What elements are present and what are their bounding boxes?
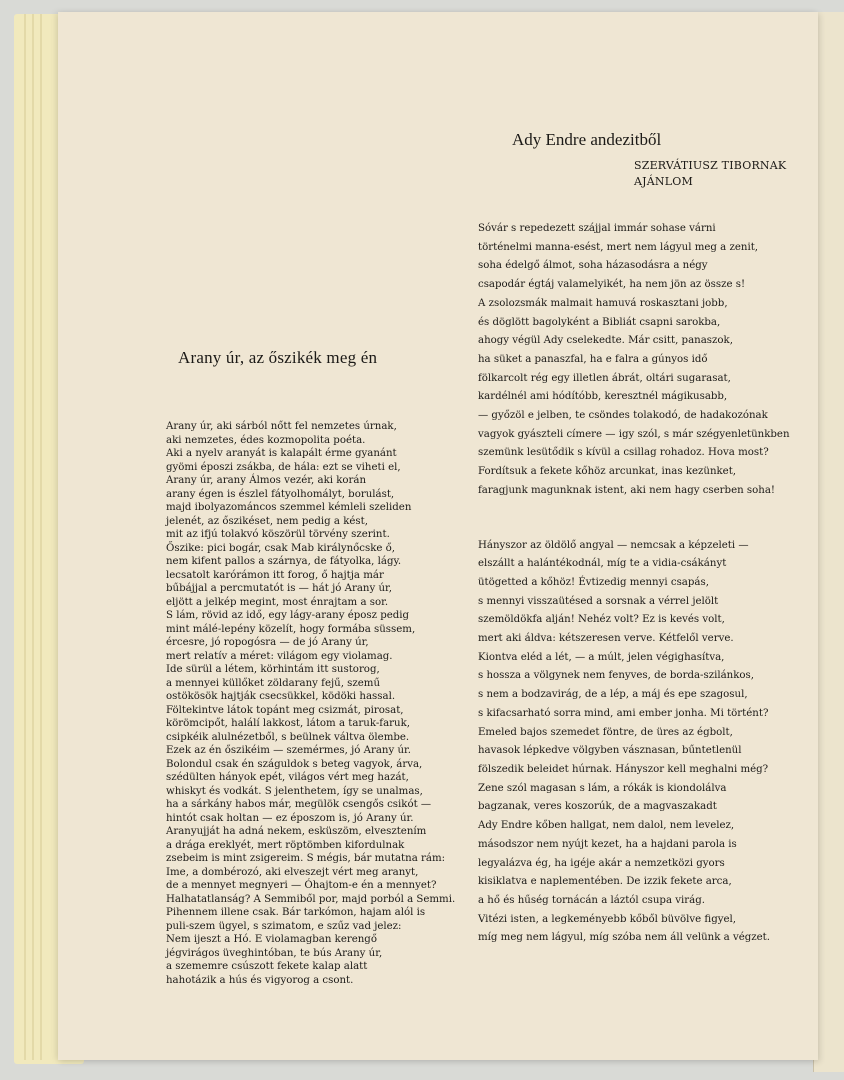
poem-line: s hossza a völgynek nem fenyves, de borda-szilánkos, [478, 670, 754, 682]
left-poem-title: Arany úr, az őszikék meg én [178, 348, 378, 367]
right-poem-body [478, 220, 798, 948]
poem-line: S lám, rövid az idő, egy lágy-arany éposz pedig [166, 610, 410, 621]
page-edge [32, 14, 34, 1060]
poem-line: csipkéik alulnézetből, s beülnek váltva ölembe. [166, 731, 410, 743]
poem-line: Őszike: pici bogár, csak Mab királynőcske ő, [166, 542, 396, 554]
poem-line: faragjunk magunknak istent, aki nem hagy cserben soha! [478, 484, 775, 496]
poem-line: ércesre, jó ropogósra — de jó Arany úr, [166, 637, 369, 648]
poem-line: jégvirágos üveghintóban, te bús Arany úr, [166, 947, 383, 959]
poem-line: arany égen is észlel fátyolhomályt, borulást, [166, 488, 395, 500]
poem-line: Pihennem illene csak. Bár tarkómon, hajam alól is [166, 907, 426, 918]
poem-line: mert relatív a méret: világom egy violamag. [166, 650, 393, 662]
poem-line: aki nemzetes, édes kozmopolita poéta. [166, 434, 366, 446]
page-edge [24, 14, 26, 1060]
poem-line: soha édelgő álmot, soha házasodásra a négy [478, 260, 708, 272]
poem-line: bagzanak, veres koszorúk, de a magvaszakadt [478, 801, 717, 813]
poem-line: a szememre csúszott fekete kalap alatt [166, 961, 368, 972]
dedication-line: SZERVÁTIUSZ TIBORNAK [634, 159, 787, 172]
poem-line: szemöldökfa alján! Nehéz volt? Ez is kevés volt, [478, 614, 725, 626]
poem-line: hintót csak holtan — ez époszom is, jó Arany úr. [166, 812, 414, 824]
poem-line: A zsolozsmák malmait hamuvá roskasztani jobb, [478, 297, 728, 309]
poem-line: Föltekintve látok topánt meg csizmát, pirosat, [166, 704, 404, 716]
poem-line: mert aki áldva: kétszeresen verve. Kétfelől verve. [478, 633, 734, 645]
poem-line: — győzöl e jelben, te csöndes tolakodó, de hadakozónak [478, 410, 768, 422]
dedication-line: AJÁNLOM [634, 175, 693, 188]
poem-line: Arany úr, arany Álmos vezér, aki korán [166, 475, 367, 486]
poem-line: szédülten hányok epét, világos vért meg hazát, [166, 772, 409, 783]
poem-line: Arany úr, aki sárból nőtt fel nemzetes úrnak, [166, 421, 397, 432]
left-poem [166, 348, 510, 987]
poem-line: Halhatatlanság? A Semmiből por, majd porból a Semmi. [166, 893, 456, 905]
poem-line: Vitézi isten, a legkeményebb kőből büvölve figyel, [478, 913, 737, 925]
poem-line: hahotázik a hús és vigyorog a csont. [166, 974, 354, 986]
poem-line: whiskyt és vodkát. S jelenthetem, így se unalmas, [166, 785, 423, 797]
stanza-gap [478, 501, 798, 537]
poem-line: gyömi époszi zsákba, de hála: ezt se viheti el, [166, 461, 401, 473]
poem-line: másodszor nem nyújt kezet, ha a hajdani parola is [478, 838, 737, 850]
poem-line: Ime, a dombérozó, aki elveszejt vért meg aranyt, [166, 866, 419, 878]
left-poem-body [166, 420, 510, 987]
poem-line: a hő és hűség tornácán a láztól csupa virág. [478, 894, 705, 906]
poem-line: ütögetted a kőhöz! Évtizedig mennyi csapás, [478, 576, 709, 588]
poem-line: mit az ifjú tolakvó köszörül törvény szerint. [166, 529, 390, 540]
poem-line: Aranyujját ha adná nekem, esküszöm, elvesztením [166, 826, 427, 837]
poem-line: vagyok gyászteli címere — igy szól, s már szégyenletünkben [478, 428, 790, 440]
book-page [58, 12, 818, 1060]
poem-line: elszállt a halántékodnál, míg te a vidia-csákányt [478, 558, 727, 570]
poem-line: s kifacsarható sorra mind, ami ember jonha. Mi történt? [478, 707, 769, 719]
poem-line: Fordítsuk a fekete kőhöz arcunkat, inas kezünket, [478, 466, 737, 478]
poem-line: fölszedik beleidet húrnak. Hányszor kell meghalni még? [478, 763, 769, 775]
poem-line: körömcipőt, halálí lakkost, látom a taruk-faruk, [166, 718, 410, 729]
poem-line: Ezek az én őszikéim — szemérmes, jó Arany úr. [166, 745, 412, 756]
poem-line: a drága ereklyét, mert röptömben kifordulnak [166, 839, 405, 851]
poem-line: kisiklatva e naplementében. De izzik fekete arca, [478, 876, 732, 888]
poem-line: Hányszor az öldölő angyal — nemcsak a képzeleti — [478, 539, 749, 551]
poem-line: Sóvár s repedezett szájjal immár sohase várni [478, 223, 716, 234]
poem-line: Ady Endre kőben hallgat, nem dalol, nem levelez, [478, 820, 735, 832]
poem-line: majd ibolyazománcos szemmel kémleli szeliden [166, 502, 412, 513]
poem-line: ostökösök hajtják csecsükkel, ködöki hassal. [166, 691, 396, 702]
poem-line: Kiontva eléd a lét, — a múlt, jelen végighasítva, [478, 651, 725, 663]
poem-line: ha a sárkány habos már, megülök csengős csikót — [166, 799, 432, 810]
poem-line: kardélnél ami hódítóbb, keresztnél mágikusabb, [478, 391, 728, 403]
right-poem [478, 130, 798, 948]
poem-line: fölkarcolt rég egy illetlen ábrát, oltári sugarasat, [478, 372, 731, 384]
poem-line: míg meg nem lágyul, míg szóba nem áll velünk a végzet. [478, 932, 771, 944]
poem-line: puli-szem ügyel, s szimatom, e szűz vad jelez: [166, 920, 402, 932]
poem-line: Nem ijeszt a Hó. E violamagban kerengő [166, 934, 377, 945]
poem-line: szemünk lesütődik s kívül a csillag rohadoz. Hova most? [478, 447, 769, 459]
poem-line: Ide sürül a létem, körhintám itt sustorog, [166, 664, 380, 675]
stanza-2 [478, 537, 798, 948]
poem-line: havasok lépkedve völgyben vásznasan, bűntetlenül [478, 745, 742, 757]
stanza-1 [478, 220, 798, 501]
poem-line: ahogy végül Ady cselekedte. Már csitt, panaszok, [478, 335, 733, 347]
poem-line: ha süket a panaszfal, ha e falra a gúnyos idő [478, 353, 708, 365]
right-poem-title: Ady Endre andezitből [512, 130, 662, 149]
page-edge [40, 14, 42, 1060]
poem-line: történelmi manna-esést, mert nem lágyul meg a zenit, [478, 241, 759, 253]
poem-line: mint málé-lepény közelít, hogy formába süssem, [166, 623, 416, 635]
poem-line: de a mennyet megnyeri — Óhajtom-e én a mennyet? [166, 880, 437, 891]
poem-line: jelenét, az őszikéset, nem pedig a kést, [166, 515, 368, 527]
poem-line: lecsatolt karórámon itt forog, ő hajtja már [166, 569, 384, 581]
poem-line: s mennyi visszaütésed a sorsnak a vérrel jelölt [478, 595, 719, 607]
poem-line: Bolondul csak én száguldok s beteg vagyok, árva, [166, 758, 423, 770]
poem-line: és döglött bagolyként a Bibliát csapni sarokba, [478, 316, 721, 328]
poem-line: bűbájjal a percmutatót is — hát jó Arany úr, [166, 583, 393, 594]
dedication [634, 158, 798, 190]
poem-line: legyalázva ég, ha igéje akár a nemzetközi gyors [478, 857, 725, 869]
poem-line: zsebeim is mint zsigereim. S mégis, bár mutatna rám: [166, 853, 446, 864]
poem-line: s nem a bodzavirág, de a lép, a máj és epe szagosul, [478, 689, 748, 701]
poem-line: nem kifent pallos a szárnya, de fátyolka, lágy. [166, 556, 402, 567]
poem-line: Zene szól magasan s lám, a rókák is kiondolálva [478, 782, 727, 794]
poem-line: csapodár égtáj valamelyikét, ha nem jön az össze s! [478, 279, 746, 291]
poem-line: Emeled bajos szemedet föntre, de üres az égbolt, [478, 726, 733, 738]
poem-line: a mennyei küllőket zöldarany fejű, szemű [166, 677, 381, 689]
poem-line: Aki a nyelv aranyát is kalapált érme gyanánt [166, 448, 397, 459]
poem-line: eljött a jelkép megint, most énrajtam a sor. [166, 596, 389, 608]
